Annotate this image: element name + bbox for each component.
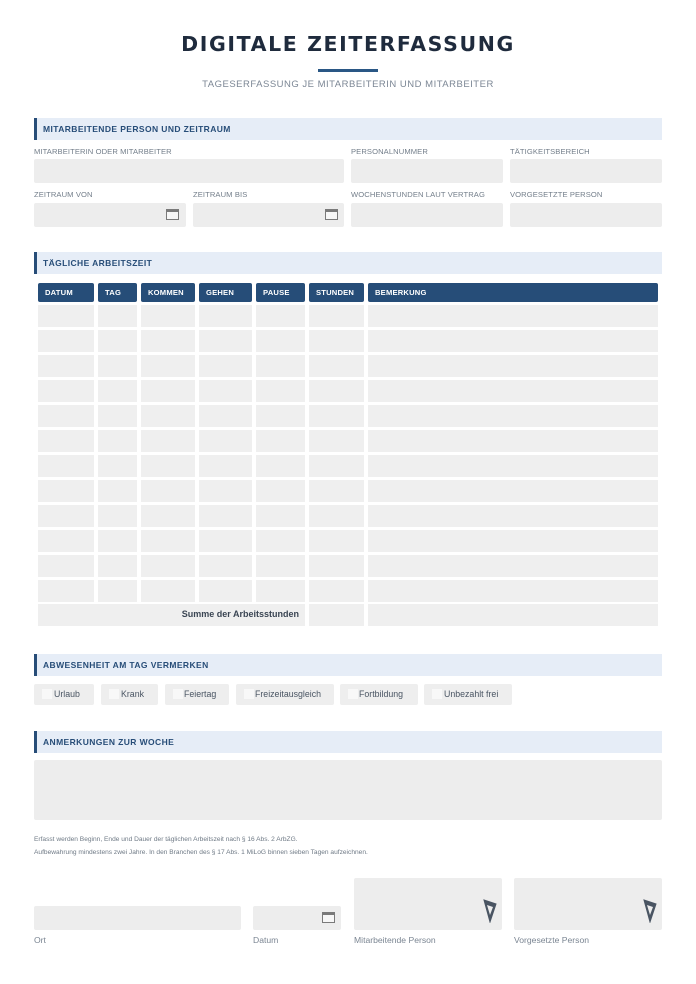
page-title: DIGITALE ZEITERFASSUNG — [181, 32, 515, 56]
table-cell-datum[interactable] — [38, 355, 94, 377]
table-cell-datum[interactable] — [38, 455, 94, 477]
table-cell-bemerkung[interactable] — [368, 480, 658, 502]
table-cell-kommen[interactable] — [141, 430, 195, 452]
supervisor-field[interactable] — [510, 203, 662, 227]
week-notes-field[interactable] — [34, 760, 662, 820]
page-subtitle: TAGESERFASSUNG JE MITARBEITERIN UND MITARBEITER — [202, 79, 494, 90]
checkbox[interactable] — [109, 689, 119, 699]
table-cell-kommen[interactable] — [141, 480, 195, 502]
personnel-number-field[interactable] — [351, 159, 503, 183]
calendar-icon[interactable] — [322, 912, 335, 923]
table-cell-stunden[interactable] — [309, 405, 364, 427]
title-underline — [318, 69, 378, 72]
absence-option-unbezahlt-frei[interactable] — [424, 684, 512, 705]
table-cell-bemerkung[interactable] — [368, 330, 658, 352]
absence-option-krank[interactable] — [101, 684, 158, 705]
table-cell-datum[interactable] — [38, 330, 94, 352]
table-cell-bemerkung[interactable] — [368, 355, 658, 377]
table-cell-datum[interactable] — [38, 480, 94, 502]
table-cell-kommen[interactable] — [141, 405, 195, 427]
table-cell-tag[interactable] — [98, 455, 137, 477]
calendar-icon[interactable] — [166, 209, 179, 220]
table-cell-tag[interactable] — [98, 430, 137, 452]
section-notes-header — [34, 731, 662, 753]
checkbox[interactable] — [173, 689, 183, 699]
column-header-bemerkung: BEMERKUNG — [368, 283, 658, 302]
table-cell-stunden[interactable] — [309, 305, 364, 327]
section-absence-title: ABWESENHEIT AM TAG VERMERKEN — [43, 660, 209, 670]
table-cell-gehen[interactable] — [199, 305, 252, 327]
table-cell-gehen[interactable] — [199, 380, 252, 402]
table-cell-datum[interactable] — [38, 530, 94, 552]
table-cell-gehen[interactable] — [199, 580, 252, 602]
table-cell-pause[interactable] — [256, 580, 305, 602]
sum-label: Summe der Arbeitsstunden — [181, 609, 299, 619]
table-cell-stunden[interactable] — [309, 480, 364, 502]
column-header-stunden: STUNDEN — [309, 283, 364, 302]
column-header-tag: TAG — [98, 283, 137, 302]
table-cell-kommen[interactable] — [141, 505, 195, 527]
table-cell-kommen[interactable] — [141, 380, 195, 402]
column-header-kommen: KOMMEN — [141, 283, 195, 302]
table-cell-gehen[interactable] — [199, 355, 252, 377]
table-cell-tag[interactable] — [98, 330, 137, 352]
weekly-hours-field[interactable] — [351, 203, 503, 227]
table-cell-gehen[interactable] — [199, 455, 252, 477]
table-cell-tag[interactable] — [98, 480, 137, 502]
legal-note-2: Aufbewahrung mindestens zwei Jahre. In den Branchen des § 17 Abs. 1 MiLoG binnen sieben Tagen aufzeichnen. — [34, 849, 368, 856]
department-label: TÄTIGKEITSBEREICH — [510, 147, 590, 156]
table-cell-kommen[interactable] — [141, 530, 195, 552]
table-cell-datum[interactable] — [38, 555, 94, 577]
table-cell-stunden[interactable] — [309, 355, 364, 377]
absence-option-label: Unbezahlt frei — [444, 689, 499, 699]
supervisor-signature-field[interactable] — [514, 878, 662, 930]
table-cell-tag[interactable] — [98, 305, 137, 327]
table-cell-tag[interactable] — [98, 505, 137, 527]
table-cell-datum[interactable] — [38, 430, 94, 452]
table-cell-kommen[interactable] — [141, 305, 195, 327]
table-cell-pause[interactable] — [256, 330, 305, 352]
table-cell-bemerkung[interactable] — [368, 555, 658, 577]
absence-option-label: Freizeitausgleich — [255, 689, 322, 699]
employee-label: MITARBEITERIN ODER MITARBEITER — [34, 147, 172, 156]
table-cell-bemerkung[interactable] — [368, 405, 658, 427]
table-cell-tag[interactable] — [98, 555, 137, 577]
table-cell-datum[interactable] — [38, 305, 94, 327]
absence-option-feiertag[interactable] — [165, 684, 229, 705]
table-cell-pause[interactable] — [256, 505, 305, 527]
section-daily-header — [34, 252, 662, 274]
table-cell-bemerkung[interactable] — [368, 505, 658, 527]
personnel-number-label: PERSONALNUMMER — [351, 147, 428, 156]
employee-field[interactable] — [34, 159, 344, 183]
section-absence-header — [34, 654, 662, 676]
section-daily-title: TÄGLICHE ARBEITSZEIT — [43, 258, 153, 268]
sum-hours-field[interactable] — [309, 604, 364, 626]
table-cell-kommen[interactable] — [141, 355, 195, 377]
table-cell-datum[interactable] — [38, 405, 94, 427]
table-cell-stunden[interactable] — [309, 530, 364, 552]
table-cell-pause[interactable] — [256, 530, 305, 552]
pen-nib-icon — [642, 899, 658, 923]
table-cell-gehen[interactable] — [199, 530, 252, 552]
absence-option-fortbildung[interactable] — [340, 684, 418, 705]
absence-option-urlaub[interactable] — [34, 684, 94, 705]
place-field[interactable] — [34, 906, 241, 930]
table-cell-gehen[interactable] — [199, 405, 252, 427]
table-cell-gehen[interactable] — [199, 330, 252, 352]
table-cell-kommen[interactable] — [141, 580, 195, 602]
legal-note-1: Erfasst werden Beginn, Ende und Dauer der täglichen Arbeitszeit nach § 16 Abs. 2 ArbZG. — [34, 836, 298, 843]
table-cell-stunden[interactable] — [309, 430, 364, 452]
absence-option-label: Krank — [121, 689, 144, 699]
table-cell-pause[interactable] — [256, 305, 305, 327]
table-cell-bemerkung[interactable] — [368, 380, 658, 402]
table-cell-kommen[interactable] — [141, 455, 195, 477]
checkbox[interactable] — [432, 689, 442, 699]
table-cell-pause[interactable] — [256, 555, 305, 577]
table-cell-stunden[interactable] — [309, 505, 364, 527]
checkbox[interactable] — [42, 689, 52, 699]
table-cell-gehen[interactable] — [199, 480, 252, 502]
table-cell-gehen[interactable] — [199, 430, 252, 452]
date-label: Datum — [253, 935, 279, 945]
period-from-field[interactable] — [34, 203, 186, 227]
supervisor-label: VORGESETZTE PERSON — [510, 190, 603, 199]
absence-option-freizeitausgleich[interactable] — [236, 684, 334, 705]
table-cell-stunden[interactable] — [309, 330, 364, 352]
table-cell-tag[interactable] — [98, 530, 137, 552]
table-cell-pause[interactable] — [256, 455, 305, 477]
place-label: Ort — [34, 935, 46, 945]
employee-signature-field[interactable] — [354, 878, 502, 930]
period-to-field[interactable] — [193, 203, 344, 227]
employee-signature-label: Mitarbeitende Person — [354, 935, 436, 945]
table-cell-datum[interactable] — [38, 380, 94, 402]
table-cell-pause[interactable] — [256, 355, 305, 377]
table-cell-pause[interactable] — [256, 430, 305, 452]
checkbox[interactable] — [244, 689, 254, 699]
table-cell-pause[interactable] — [256, 480, 305, 502]
table-cell-stunden[interactable] — [309, 380, 364, 402]
table-cell-pause[interactable] — [256, 405, 305, 427]
table-cell-pause[interactable] — [256, 380, 305, 402]
absence-option-label: Fortbildung — [359, 689, 404, 699]
department-field[interactable] — [510, 159, 662, 183]
period-from-label: ZEITRAUM VON — [34, 190, 93, 199]
table-cell-datum[interactable] — [38, 580, 94, 602]
column-header-datum: DATUM — [38, 283, 94, 302]
absence-option-label: Feiertag — [184, 689, 217, 699]
section-person-title: MITARBEITENDE PERSON UND ZEITRAUM — [43, 124, 231, 134]
table-cell-bemerkung[interactable] — [368, 530, 658, 552]
absence-option-label: Urlaub — [54, 689, 80, 699]
table-cell-tag[interactable] — [98, 355, 137, 377]
table-cell-tag[interactable] — [98, 580, 137, 602]
table-cell-gehen[interactable] — [199, 555, 252, 577]
supervisor-signature-label: Vorgesetzte Person — [514, 935, 590, 945]
table-cell-bemerkung[interactable] — [368, 305, 658, 327]
period-to-label: ZEITRAUM BIS — [193, 190, 248, 199]
table-cell-stunden[interactable] — [309, 555, 364, 577]
table-cell-stunden[interactable] — [309, 580, 364, 602]
checkbox[interactable] — [348, 689, 358, 699]
table-cell-tag[interactable] — [98, 380, 137, 402]
section-notes-title: ANMERKUNGEN ZUR WOCHE — [43, 737, 175, 747]
table-cell-kommen[interactable] — [141, 555, 195, 577]
calendar-icon[interactable] — [325, 209, 338, 220]
table-cell-bemerkung[interactable] — [368, 430, 658, 452]
table-cell-datum[interactable] — [38, 505, 94, 527]
sum-remark-field[interactable] — [368, 604, 658, 626]
pen-nib-icon — [482, 899, 498, 923]
table-cell-gehen[interactable] — [199, 505, 252, 527]
weekly-hours-label: WOCHENSTUNDEN LAUT VERTRAG — [351, 190, 485, 199]
table-cell-kommen[interactable] — [141, 330, 195, 352]
table-cell-bemerkung[interactable] — [368, 580, 658, 602]
column-header-gehen: GEHEN — [199, 283, 252, 302]
column-header-pause: PAUSE — [256, 283, 305, 302]
table-cell-tag[interactable] — [98, 405, 137, 427]
table-cell-stunden[interactable] — [309, 455, 364, 477]
section-person-header — [34, 118, 662, 140]
table-cell-bemerkung[interactable] — [368, 455, 658, 477]
